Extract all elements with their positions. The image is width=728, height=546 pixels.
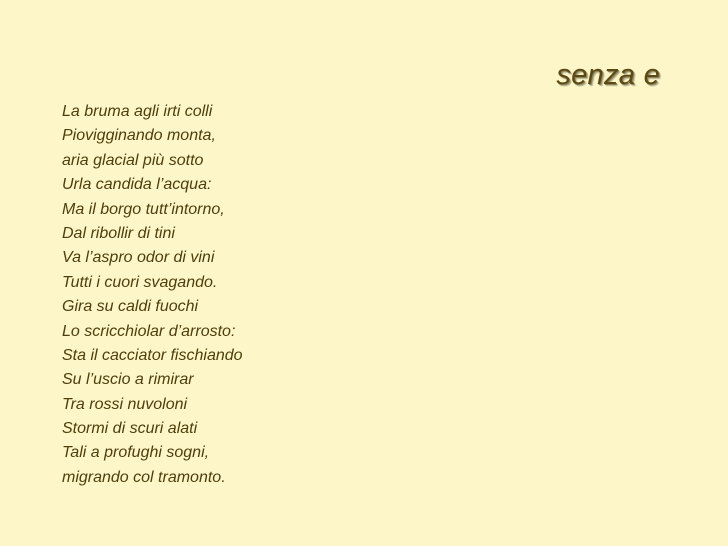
poem-line: Dal ribollir di tini (62, 224, 175, 242)
poem-line: Tali a profughi sogni, (62, 444, 210, 462)
poem-line: Gira su caldi fuochi (62, 298, 199, 316)
poem-line: Stormi di scuri alati (62, 420, 198, 438)
poem-line: Piovigginando monta, (62, 127, 216, 145)
poem-line: Va l’aspro odor di vini (62, 249, 215, 267)
poem-line: Lo scricchiolar d’arrosto: (62, 322, 236, 340)
poem-line: Sta il cacciator fischiando (62, 346, 243, 364)
poem-line: Urla candida l’acqua: (62, 176, 212, 194)
poem-line: migrando col tramonto. (62, 468, 226, 486)
poem-line: La bruma agli irti colli (62, 103, 213, 120)
slide-title: senza e (556, 59, 660, 91)
poem-line: Ma il borgo tutt’intorno, (62, 200, 225, 218)
poem-line: Tutti i cuori svagando. (62, 273, 218, 291)
poem-text (62, 100, 243, 490)
poem-line: aria glacial più sotto (62, 151, 204, 169)
poem-line: Su l’uscio a rimirar (62, 371, 194, 389)
poem-line: Tra rossi nuvoloni (62, 395, 188, 413)
